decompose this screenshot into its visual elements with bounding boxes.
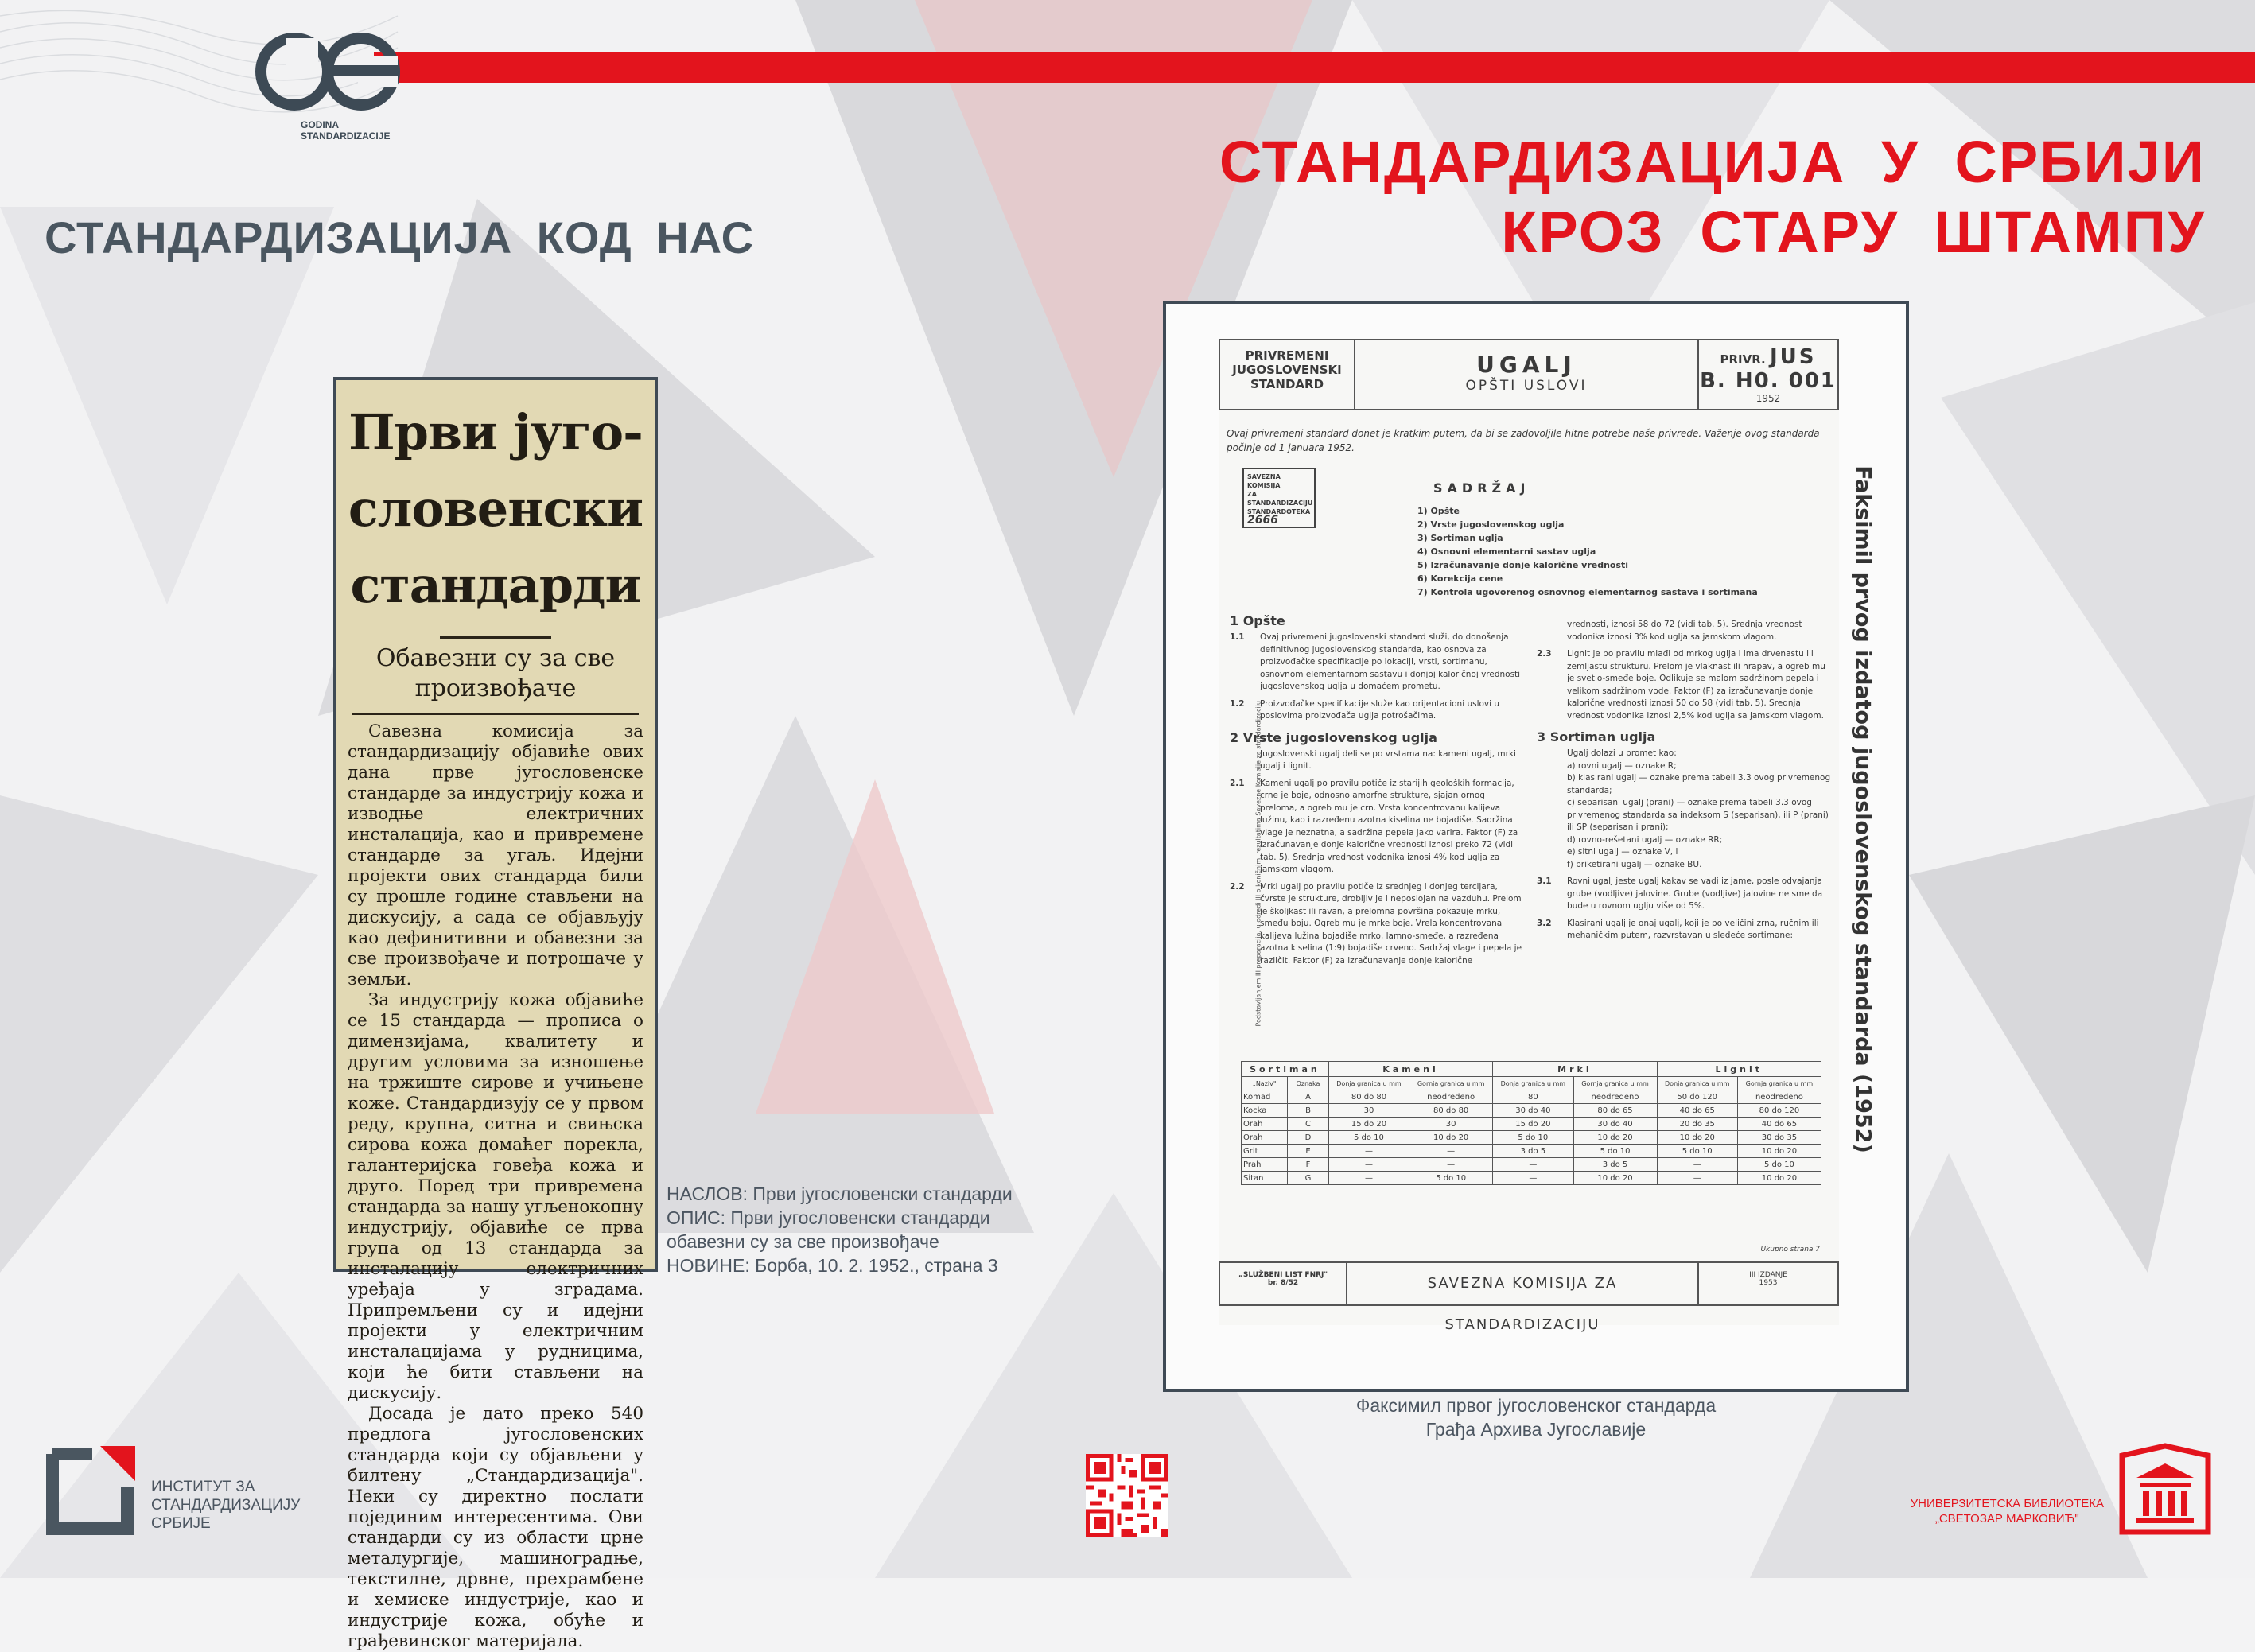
privr-label: PRIVR. — [1720, 352, 1766, 367]
table-cell: Kocka — [1242, 1104, 1288, 1118]
clipping-caption — [667, 1182, 1013, 1277]
section-item — [1537, 619, 1831, 643]
table-cell: 20 do 35 — [1657, 1118, 1737, 1131]
fax-caption-line: Грађа Архива Југославије — [1425, 1419, 1647, 1440]
section-item: 1.1 Ovaj privremeni jugoslovenski standard služi, do donošenja definitivnog jugoslovenskog standarda, kao osnova za proizvođačke specifikacije po lokaciji, vrsti, sortimanu, osnovnom elementarnom sastavu i donjoj kaloričnoj vrednosti jugoslovenskog uglja u domaćem prometu. — [1230, 632, 1524, 694]
iss-name-line: СРБИЈЕ — [151, 1515, 211, 1532]
table-cell: — — [1409, 1158, 1493, 1172]
facsimile-footer — [1219, 1261, 1839, 1333]
sortiment-item: c) separisani ugalj (prani) — oznake prema tabeli 3.3 ovog privremenog standarda sa indeksom S (separisan), ili P (prani) ili SP (separisan i prani); — [1567, 798, 1829, 832]
table-cell: 10 do 20 — [1573, 1131, 1657, 1145]
table-cell: 5 do 10 — [1657, 1145, 1737, 1158]
section-text: Jugoslovenski ugalj deli se po vrstama na: kameni ugalj, mrki ugalj i lignit. — [1260, 748, 1516, 771]
header-right-cell — [1697, 340, 1837, 409]
library-logo — [2116, 1440, 2214, 1538]
right-column — [1537, 619, 1831, 943]
toc-item: 1) Opšte — [1417, 506, 1460, 516]
header-left-line: JUGOSLOVENSKI — [1232, 363, 1342, 377]
clipping-divider — [440, 636, 551, 639]
section-text: vrednosti, iznosi 58 do 72 (vidi tab. 5). Srednja vrednost vodonika iznosi 3% kod uglja sa jamskom vlagom. — [1567, 620, 1802, 642]
iss-name-line: СТАНДАРДИЗАЦИЈУ — [151, 1497, 301, 1514]
facsimile-header — [1219, 339, 1839, 410]
table-group-header: Kameni — [1328, 1062, 1492, 1077]
table-group-header: Sortiman — [1242, 1062, 1329, 1077]
jus-label — [1699, 345, 1837, 369]
table-cell: — — [1657, 1172, 1737, 1185]
table-subheader: Gornja granica u mm — [1409, 1077, 1493, 1090]
table-row — [1242, 1172, 1821, 1185]
clipping-body — [336, 721, 655, 1652]
logo-caption-line: GODINA — [301, 119, 339, 130]
table-cell: 40 do 65 — [1737, 1118, 1821, 1131]
table-subheader-row — [1242, 1077, 1821, 1090]
sortiment-item: a) rovni ugalj — oznake R; — [1567, 760, 1677, 771]
clipping-subtitle — [336, 643, 655, 704]
main-title-line: СТАНДАРДИЗАЦИЈА У СРБИЈИ — [1219, 129, 2206, 195]
section-text: Proizvođačke specifikacije služe kao orijentacioni uslovi u poslovima proizvođača uglja potrošačima. — [1260, 698, 1500, 721]
table-cell: Orah — [1242, 1118, 1288, 1131]
caption-line: ОПИС: Први југословенски стандарди — [667, 1207, 990, 1228]
table-subheader: Gornja granica u mm — [1737, 1077, 1821, 1090]
list-item — [1537, 834, 1831, 847]
toc-item: 4) Osnovni elementarni sastav uglja — [1417, 546, 1596, 557]
standard-year: 1952 — [1755, 393, 1781, 404]
table-cell: 80 do 80 — [1328, 1090, 1409, 1104]
table-cell: neodređeno — [1409, 1090, 1493, 1104]
clipping-paragraph: За индустрију кожа објавиће се 15 стандарда — прописа о димензијама, квалитету и другим условима за изношење на тржиште сирове и учињене коже. Стандардизују се у првом реду, крупна, ситна и свињска сирова кожа домаћег порекла, галантеријска говеђа кожа и друго. Поред три привремена стандарда за нашу угљенокопну индустрију, објавиће се прва група од 13 стандарда за инсталацију електричних уређаја у зградама. Припремљени су и идејни пројекти у електричним инсталацијама у рудницима, који ће бити стављени на дискусију. — [348, 990, 643, 1403]
section-text: Kameni ugalj po pravilu potiče iz starijih geoloških formacija, crne je boje, odnosno amorfne strukture, sjajan ornog preloma, a ogreb mu je crn. Vrsta koncentrovanu kalijeva lužinu, kao i razređenu azotna kiselina ne bojadiše. Sadržina vlage je neznatna, a sadržina pepela jako varira. Faktor (F) za izračunavanje donje kalorične vrednosti iznosi preko 72 (vidi tab. 5). Srednja vrednost vodonika iznosi 4% kod uglja za jamskom vlagom. — [1260, 778, 1518, 874]
facsimile-caption — [1163, 1394, 1909, 1441]
table-cell: 15 do 20 — [1493, 1118, 1573, 1131]
section-text: Rovni ugalj jeste ugalj kakav se vadi iz jame, posle odvajanja grube (vodljive) jalovine. Grube (vodljive) jalovine ne sme da bude u rovnom uglju više od 5%. — [1567, 877, 1823, 911]
table-subheader: „Naziv" — [1242, 1077, 1288, 1090]
table-cell: Sitan — [1242, 1172, 1288, 1185]
table-cell: 5 do 10 — [1328, 1131, 1409, 1145]
newspaper-clipping — [333, 377, 658, 1651]
stamp-line: STANDARDOTEKA — [1247, 508, 1311, 515]
table-cell: — — [1328, 1158, 1409, 1172]
table-cell: — — [1657, 1158, 1737, 1172]
table-cell: 10 do 20 — [1409, 1131, 1493, 1145]
clipping-paragraph: Досада је дато преко 540 предлога југословенских стандарда који су објављени у билтену „Стандардизација". Неки су директно послати појединим интересентима. Ови стандарди су из области црне металургије, машиноградње, текстилне, дрвне, прехрамбене и хемиске индустрије, као и индустрије кожа, обуће и грађевинског материјала. — [348, 1404, 643, 1651]
caption-line: НАСЛОВ: Први југословенски стандарди — [667, 1184, 1013, 1204]
table-cell: 30 — [1328, 1104, 1409, 1118]
facsimile-document — [1219, 339, 1839, 1333]
library-stamp — [1242, 468, 1316, 528]
table-cell: 30 do 40 — [1493, 1104, 1573, 1118]
header-left-line: PRIVREMENI — [1245, 348, 1329, 363]
table-body — [1242, 1090, 1821, 1185]
table-cell: F — [1288, 1158, 1329, 1172]
table-cell: — — [1409, 1145, 1493, 1158]
clipping-headline — [336, 380, 655, 624]
sortiment-table — [1241, 1061, 1821, 1185]
table-cell: 3 do 5 — [1493, 1145, 1573, 1158]
iss-logo — [45, 1438, 143, 1537]
facsimile-side-title — [1847, 447, 1879, 1179]
table-subheader: Donja granica u mm — [1657, 1077, 1737, 1090]
section-item: 1.2 Proizvođačke specifikacije služe kao orijentacioni uslovi u poslovima proizvođača uglja potrošačima. — [1230, 698, 1524, 723]
section-item: 3.2 Klasirani ugalj je onaj ugalj, koji je po veličini zrna, ručnim ili mehaničkim putem, razvrstavan u sledeće sortimane: — [1537, 918, 1831, 943]
footer-left-line: br. 8/52 — [1267, 1279, 1299, 1287]
table-cell: D — [1288, 1131, 1329, 1145]
table-cell: Grit — [1242, 1145, 1288, 1158]
list-item — [1537, 760, 1831, 773]
library-name — [1911, 1496, 2104, 1526]
table-cell: 10 do 20 — [1737, 1172, 1821, 1185]
qr-code[interactable] — [1086, 1454, 1168, 1537]
standard-code: B. H0. 001 — [1700, 369, 1837, 393]
section-3-title: 3 Sortiman uglja — [1537, 729, 1656, 744]
caption-line: обавезни су за све произвођаче — [667, 1231, 939, 1252]
table-cell: — — [1328, 1145, 1409, 1158]
stamp-number: 2666 — [1247, 514, 1278, 527]
footer-right-cell — [1697, 1263, 1837, 1304]
jus-mark: JUS — [1769, 345, 1817, 369]
standard-facsimile — [1163, 301, 1909, 1392]
table-subheader: Oznaka — [1288, 1077, 1329, 1090]
subtitle-line: произвођаче — [414, 674, 577, 702]
logo-caption-line: STANDARDIZACIJE — [301, 130, 391, 142]
table-row — [1242, 1090, 1821, 1104]
toc-item: 3) Sortiman uglja — [1417, 533, 1503, 543]
section-item: 2.3 Lignit je po pravilu mlađi od mrkog uglja i ima drvenastu ili zemljastu strukturu. Prelom je vlaknast ili hrapav, a ogreb mu je svetlo-smeđe boje. Odlikuje se malom sadržinom pepela i velikom sadržinom vode. Faktor (F) za izračunavanje donje kalorične vrednosti iznosi 50 do 58 (vidi tab. 5). Srednja vrednost vodonika iznosi 2,5% kod uglja sa jamskom vlagom. — [1537, 648, 1831, 722]
footer-center-text: SAVEZNA KOMISIJA ZA STANDARDIZACIJU — [1427, 1275, 1618, 1333]
section-text: Mrki ugalj po pravilu potiče iz srednjeg i donjeg tercijara, čvrste je strukture, drobljiv je i neposlojan na vazduhu. Prelom je školjkast ili ravan, a prelomna površina pokazuje mrku, smeđu boju. Ogreb mu je mrke boje. Vrela koncentrovana kalijeva lužina bojadiše mrko, lamno-smeđe, a razređena azotna kiselina (1:9) bojadiše crveno. Sadržaj vlage i pepela je različit. Faktor (F) za izračunavanje donje kalorične — [1260, 881, 1522, 966]
table-cell: 10 do 20 — [1573, 1172, 1657, 1185]
table-cell: — — [1493, 1158, 1573, 1172]
iss-name-line: ИНСТИТУТ ЗА — [151, 1479, 255, 1495]
table-cell: 30 do 35 — [1737, 1131, 1821, 1145]
table-cell: 30 do 40 — [1573, 1118, 1657, 1131]
section-item: 2.1 Kameni ugalj po pravilu potiče iz starijih geoloških formacija, crne je boje, odnosno amorfne strukture, sjajan ornog preloma, a ogreb mu je crn. Vrsta koncentrovanu kalijeva lužinu, kao i razređenu azotna kiselina ne bojadiše. Sadržina vlage je neznatna, a sadržina pepela jako varira. Faktor (F) za izračunavanje donje kalorične vrednosti iznosi preko 72 (vidi tab. 5). Srednja vrednost vodonika iznosi 4% kod uglja za jamskom vlagom. — [1230, 778, 1524, 877]
table-row — [1242, 1104, 1821, 1118]
headline-line: стандарди — [350, 556, 641, 614]
table-cell: 80 do 80 — [1409, 1104, 1493, 1118]
sortiment-item: b) klasirani ugalj — oznake prema tabeli 3.3 ovog privremenog standarda; — [1567, 773, 1831, 795]
table-cell: 5 do 10 — [1409, 1172, 1493, 1185]
document-title: UGALJ — [1476, 352, 1577, 378]
table-cell: 15 do 20 — [1328, 1118, 1409, 1131]
footer-right-line: 1953 — [1759, 1279, 1778, 1287]
table-cell: Orah — [1242, 1131, 1288, 1145]
table-group-row — [1242, 1062, 1821, 1077]
table-subheader: Gornja granica u mm — [1573, 1077, 1657, 1090]
90-years-logo-caption — [301, 119, 390, 142]
sortiment-item: f) briketirani ugalj — oznake BU. — [1567, 859, 1702, 869]
sortiment-item: e) sitni ugalj — oznake V, i — [1567, 847, 1678, 857]
headline-line: словенски — [348, 480, 643, 538]
toc-item: 5) Izračunavanje donje kalorične vrednosti — [1417, 560, 1629, 570]
stamp-line: SAVEZNA KOMISIJA — [1247, 473, 1281, 489]
table-of-contents — [1417, 504, 1758, 599]
table-cell: Prah — [1242, 1158, 1288, 1172]
table-subheader: Donja granica u mm — [1328, 1077, 1409, 1090]
headline-line: Први југо- — [348, 403, 643, 461]
table-cell: 80 do 65 — [1573, 1104, 1657, 1118]
table-subheader: Donja granica u mm — [1493, 1077, 1573, 1090]
left-column — [1230, 611, 1524, 967]
section-text: Klasirani ugalj je onaj ugalj, koji je po veličini zrna, ručnim ili mehaničkim putem, razvrstavan u sledeće sortimane: — [1567, 918, 1819, 940]
table-cell: 5 do 10 — [1573, 1145, 1657, 1158]
library-name-line: „СВЕТОЗАР МАРКОВИЋ" — [1934, 1512, 2079, 1526]
table-cell: B — [1288, 1104, 1329, 1118]
section-item: 2.2 Mrki ugalj po pravilu potiče iz srednjeg i donjeg tercijara, čvrste je strukture, drobljiv je i neposlojan na vazduhu. Prelom je školjkast ili ravan, a prelomna površina pokazuje mrku, smeđu boju. Ogreb mu je mrke boje. Vrela koncentrovana kalijeva lužina bojadiše mrko, lamno-smeđe, a razređena azotna kiselina (1:9) bojadiše crveno. Sadržaj vlage i pepela je različit. Faktor (F) za izračunavanje donje kalorične — [1230, 881, 1524, 968]
table-cell: G — [1288, 1172, 1329, 1185]
list-item — [1537, 772, 1831, 797]
section-item: 3.1 Rovni ugalj jeste ugalj kakav se vadi iz jame, posle odvajanja grube (vodljive) jalovine. Grube (vodljive) jalovine ne sme da bude u rovnom uglju više od 5%. — [1537, 876, 1831, 913]
table-group-header: Lignit — [1657, 1062, 1821, 1077]
section-title: СТАНДАРДИЗАЦИЈА КОД НАС — [45, 212, 755, 262]
stamp-line: ZA STANDARDIZACIJU — [1247, 491, 1313, 507]
table-cell: neodređeno — [1737, 1090, 1821, 1104]
table-cell: 50 do 120 — [1657, 1090, 1737, 1104]
table-cell: 3 do 5 — [1573, 1158, 1657, 1172]
90-years-logo — [239, 24, 398, 135]
table-cell: 10 do 20 — [1657, 1131, 1737, 1145]
clipping-paragraph: Савезна комисија за стандардизацију објавиће ових дана прве југословенске стандарде за индустрију кожа и изводње електричних инсталација, као и привремене стандарде за угаљ. Идејни пројекти ових стандарда били су прошле године стављени на дискусију, а сада се објављују као дефинитивни и обавезни за све произвођаче и потрошаче у земљи. — [348, 721, 643, 989]
section-text: Ovaj privremeni jugoslovenski standard služi, do donošenja definitivnog jugoslovenskog standarda, kao osnova za proizvođačke specifikacije po lokaciji, vrsti, sortimanu, osnovnom elementarnom sastavu i donjoj kaloričnoj vrednosti jugoslovenskog uglja u domaćem prometu. — [1260, 632, 1521, 691]
table-cell: C — [1288, 1118, 1329, 1131]
section-1-title: 1 Opšte — [1230, 613, 1285, 628]
header-left-line: STANDARD — [1250, 377, 1324, 391]
table-cell: 5 do 10 — [1737, 1158, 1821, 1172]
table-cell: 5 do 10 — [1493, 1131, 1573, 1145]
table-row — [1242, 1118, 1821, 1131]
table-cell: 80 do 120 — [1737, 1104, 1821, 1118]
main-title — [1219, 127, 2206, 267]
table-cell: 40 do 65 — [1657, 1104, 1737, 1118]
list-item — [1537, 797, 1831, 834]
subtitle-line: Обавезни су за све — [375, 644, 616, 672]
toc-item: 6) Korekcija cene — [1417, 573, 1503, 584]
table-cell: 30 — [1409, 1118, 1493, 1131]
header-red-bar — [374, 52, 2255, 83]
table-cell: A — [1288, 1090, 1329, 1104]
section-2-title: 2 Vrste jugoslovenskog uglja — [1230, 729, 1437, 745]
section-item — [1230, 748, 1524, 773]
section-item — [1537, 748, 1831, 760]
library-name-line: УНИВЕРЗИТЕТСКА БИБЛИОТЕКА — [1910, 1497, 2104, 1510]
section-text: Lignit je po pravilu mlađi od mrkog uglja i ima drvenastu ili zemljastu strukturu. Prelom je vlaknast ili hrapav, a ogreb mu je svetlo-smeđe boje. Odlikuje se malom sadržinom pepela i velikom sadržinom vode. Faktor (F) za izračunavanje donje kalorične vrednosti iznosi 50 do 58 (vidi tab. 5). Srednja vrednost vodonika iznosi 2,5% kod uglja sa jamskom vlagom. — [1567, 649, 1825, 721]
table-cell: Komad — [1242, 1090, 1288, 1104]
fax-caption-line: Факсимил првог југословенског стандарда — [1355, 1395, 1717, 1416]
contents-title: SADRŽAJ — [1433, 480, 1530, 496]
table-cell: — — [1493, 1172, 1573, 1185]
table-cell: — — [1328, 1172, 1409, 1185]
footer-left-line: „SLUŽBENI LIST FNRJ" — [1238, 1271, 1328, 1279]
header-left-cell — [1220, 340, 1355, 409]
list-item — [1537, 859, 1831, 872]
document-subtitle: OPŠTI USLOVI — [1465, 378, 1588, 394]
facsimile-intro: Ovaj privremeni standard donet je kratkim putem, da bi se zadovoljile hitne potrebe naše privrede. Važenje ovog standarda počinje od 1 januara 1952. — [1227, 428, 1820, 453]
table-cell: 10 do 20 — [1737, 1145, 1821, 1158]
table-group-header: Mrki — [1493, 1062, 1657, 1077]
table-row — [1242, 1131, 1821, 1145]
header-center-cell — [1355, 340, 1697, 409]
table-cell: neodređeno — [1573, 1090, 1657, 1104]
sortiment-item: d) rovno-rešetani ugalj — oznake RR; — [1567, 834, 1723, 845]
iss-name — [151, 1478, 300, 1533]
footer-right-line: III IZDANJE — [1749, 1271, 1787, 1279]
section-text: Ugalj dolazi u promet kao: — [1567, 748, 1677, 758]
table-cell: E — [1288, 1145, 1329, 1158]
toc-item: 2) Vrste jugoslovenskog uglja — [1417, 519, 1565, 530]
side-title-text: Faksimil prvog izdatog jugoslovenskog standarda (1952) — [1850, 465, 1876, 1153]
footer-left-cell — [1220, 1263, 1347, 1304]
toc-item: 7) Kontrola ugovorenog osnovnog elementarnog sastava i sortimana — [1417, 587, 1758, 597]
table-note: Ukupno strana 7 — [1760, 1246, 1820, 1254]
table-cell: 80 — [1493, 1090, 1573, 1104]
vertical-note: Podstavljanjem III preparacija, u odredi III o koničnim, rezultatima Savezne Komisije za standardizaciju — [1254, 701, 1262, 1027]
main-title-line: КРОЗ СТАРУ ШТАМПУ — [1501, 199, 2206, 265]
table-row — [1242, 1158, 1821, 1172]
caption-line: НОВИНЕ: Борба, 10. 2. 1952., страна 3 — [667, 1255, 998, 1276]
clipping-divider — [352, 713, 639, 715]
table-row — [1242, 1145, 1821, 1158]
list-item — [1537, 846, 1831, 859]
